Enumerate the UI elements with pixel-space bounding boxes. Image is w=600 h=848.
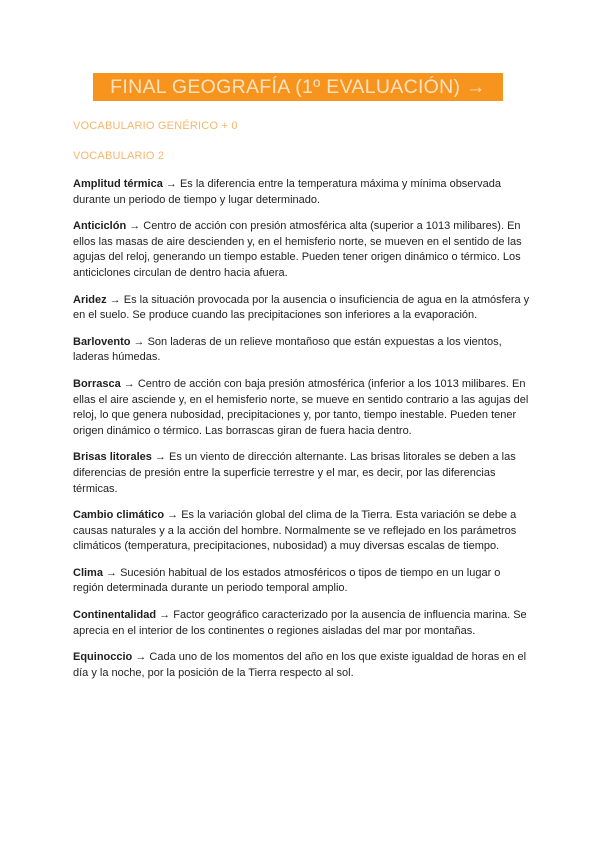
title-banner [93, 73, 503, 101]
vocab-definition: Es un viento de dirección alternante. Las brisas litorales se deben a las diferencias de presión entre la superficie terrestre y el mar, es decir, por las diferencias térmicas. [73, 451, 516, 495]
vocabulary-list [73, 177, 531, 692]
vocab-term: Cambio climático → [73, 509, 179, 522]
vocab-term: Clima → [73, 566, 118, 579]
vocab-term: Anticiclón → [73, 220, 141, 233]
vocab-definition: Es la diferencia entre la temperatura máxima y mínima observada durante un periodo de tiempo y lugar determinado. [73, 178, 501, 206]
link-vocabulario-generico[interactable]: VOCABULARIO GENÉRICO + 0 [73, 120, 238, 132]
vocab-entry [73, 508, 531, 555]
vocab-entry [73, 177, 531, 208]
vocab-definition: Son laderas de un relieve montañoso que están expuestas a los vientos, laderas húmedas. [73, 335, 502, 364]
vocab-definition: Factor geográfico caracterizado por la ausencia de influencia marina. Se aprecia en el interior de los continentes o regiones aisladas del mar por montañas. [73, 609, 527, 637]
vocab-term: Brisas litorales → [73, 451, 166, 464]
vocab-definition: Sucesión habitual de los estados atmosféricos o tipos de tiempo en un lugar o región determinada durante un periodo temporal amplio. [73, 566, 501, 595]
vocab-term: Borrasca → [73, 377, 135, 390]
vocab-entry [73, 450, 531, 497]
vocab-definition: Es la variación global del clima de la Tierra. Esta variación se debe a causas naturales y a la acción del hombre. Normalmente se ve reflejado en los parámetros climáticos (temperatura, precipitaciones, nubosidad) a muy diversas escalas de tiempo. [73, 509, 517, 553]
vocab-definition: Es la situación provocada por la ausencia o insuficiencia de agua en la atmósfera y en el suelo. Se produce cuando las precipitaciones son inferiores a la evaporación. [73, 293, 530, 322]
vocab-entry [73, 608, 531, 639]
vocab-term: Barlovento → [73, 335, 145, 348]
vocab-definition: Centro de acción con presión atmosférica alta (superior a 1013 milibares). En ellos las masas de aire descienden y, en el hemisferio norte, se mueven en el sentido de las agujas del reloj, generando un tiempo estable. Pueden tener origen dinámico o térmico. Los anticiclones circulan de dentro hacia afuera. [73, 220, 522, 279]
vocab-entry [73, 377, 531, 439]
vocab-definition: Centro de acción con baja presión atmosférica (inferior a los 1013 milibares. En ellas el aire asciende y, en el hemisferio norte, se mueve en sentido contrario a las agujas del reloj, lo que genera nubosidad, precipitaciones y, por tanto, tiempo inestable. Pueden tener origen dinámico o térmico. Las borrascas giran de fuera hacia dentro. [73, 377, 529, 437]
vocab-term: Aridez → [73, 293, 121, 306]
vocab-entry [73, 566, 531, 597]
vocab-term: Amplitud térmica → [73, 178, 177, 190]
link-vocabulario-2[interactable]: VOCABULARIO 2 [73, 150, 165, 162]
vocab-definition: Cada uno de los momentos del año en los que existe igualdad de horas en el día y la noche, por la posición de la Tierra respecto al sol. [73, 651, 527, 679]
vocab-term: Equinoccio → [73, 651, 147, 664]
vocab-entry [73, 650, 531, 681]
page-title: FINAL GEOGRAFÍA (1º EVALUACIÓN) → [110, 76, 486, 98]
vocab-entry [73, 219, 531, 281]
vocab-term: Continentalidad → [73, 609, 171, 622]
vocab-entry [73, 293, 531, 324]
vocab-entry [73, 335, 531, 366]
